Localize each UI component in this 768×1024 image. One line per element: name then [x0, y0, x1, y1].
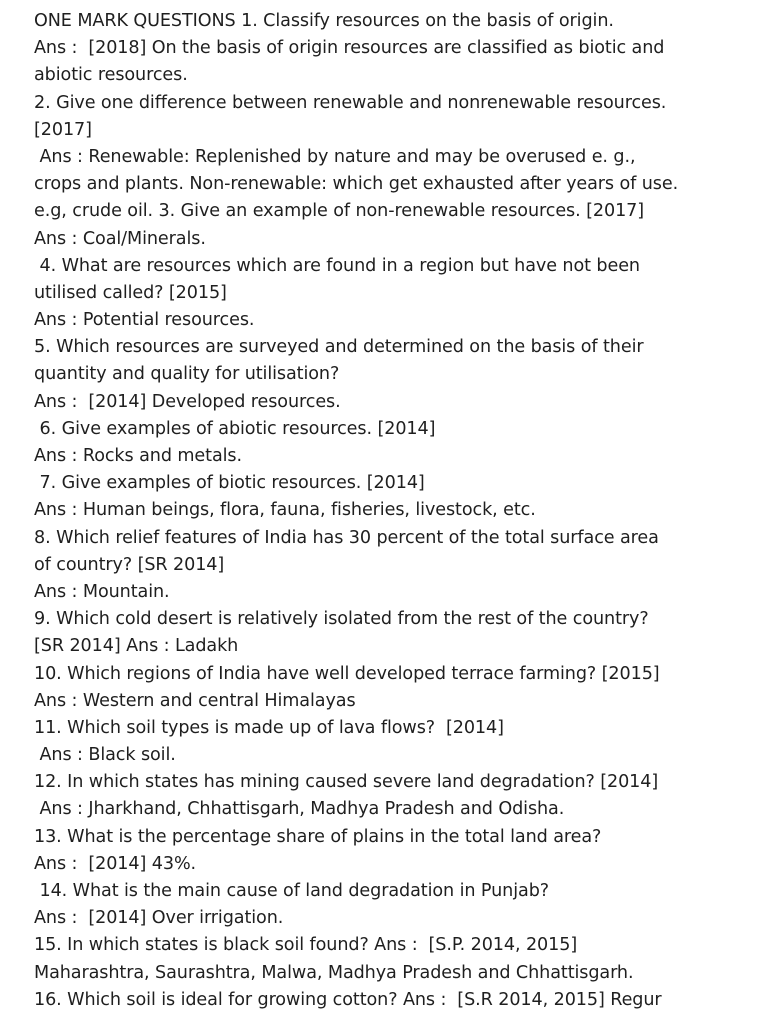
- text-line: 9. Which cold desert is relatively isolated from the rest of the country?: [34, 609, 649, 630]
- text-line: crops and plants. Non-renewable: which get exhausted after years of use.: [34, 174, 679, 195]
- text-line: e.g, crude oil. 3. Give an example of non-renewable resources. [2017]: [34, 201, 645, 222]
- text-line: Ans : [2014] Over irrigation.: [34, 908, 284, 929]
- text-line: Ans : Renewable: Replenished by nature and may be overused e. g.,: [34, 146, 636, 167]
- text-line: 4. What are resources which are found in a region but have not been: [34, 255, 640, 276]
- text-line: Ans : Potential resources.: [34, 310, 255, 331]
- text-line: 10. Which regions of India have well developed terrace farming? [2015]: [34, 663, 660, 684]
- text-line: Ans : Human beings, flora, fauna, fisheries, livestock, etc.: [34, 500, 536, 521]
- text-line: Ans : Jharkhand, Chhattisgarh, Madhya Pradesh and Odisha.: [34, 799, 565, 820]
- text-line: ONE MARK QUESTIONS 1. Classify resources on the basis of origin.: [34, 11, 614, 31]
- text-line: Ans : [2018] On the basis of origin resources are classified as biotic and: [34, 38, 665, 59]
- text-line: Ans : [2014] 43%.: [34, 853, 197, 874]
- text-line: Ans : Western and central Himalayas: [34, 690, 356, 711]
- document-body: [34, 8, 764, 1014]
- text-line: 6. Give examples of abiotic resources. [2014]: [34, 418, 436, 439]
- text-line: Ans : Rocks and metals.: [34, 446, 242, 466]
- text-line: 11. Which soil types is made up of lava flows? [2014]: [34, 717, 504, 738]
- text-line: 8. Which relief features of India has 30 percent of the total surface area: [34, 527, 659, 548]
- text-line: 16. Which soil is ideal for growing cotton? Ans : [S.R 2014, 2015] Regur: [34, 989, 662, 1010]
- text-line: quantity and quality for utilisation?: [34, 364, 340, 385]
- text-line: Ans : [2014] Developed resources.: [34, 391, 341, 412]
- text-line: Maharashtra, Saurashtra, Malwa, Madhya Pradesh and Chhattisgarh.: [34, 962, 634, 983]
- text-line: 12. In which states has mining caused severe land degradation? [2014]: [34, 772, 659, 793]
- text-line: 2. Give one difference between renewable and nonrenewable resources.: [34, 92, 667, 113]
- text-line: [2017]: [34, 119, 92, 140]
- text-line: 13. What is the percentage share of plains in the total land area?: [34, 826, 602, 847]
- text-line: utilised called? [2015]: [34, 282, 227, 303]
- text-line: abiotic resources.: [34, 65, 188, 86]
- text-line: 14. What is the main cause of land degradation in Punjab?: [34, 881, 549, 901]
- text-line: [SR 2014] Ans : Ladakh: [34, 636, 239, 657]
- text-line: of country? [SR 2014]: [34, 554, 225, 575]
- text-line: 7. Give examples of biotic resources. [2014]: [34, 473, 425, 494]
- text-line: Ans : Mountain.: [34, 581, 170, 602]
- text-line: 15. In which states is black soil found? Ans : [S.P. 2014, 2015]: [34, 935, 578, 956]
- text-line: Ans : Black soil.: [34, 745, 176, 766]
- text-line: 5. Which resources are surveyed and determined on the basis of their: [34, 337, 644, 358]
- text-line: Ans : Coal/Minerals.: [34, 228, 206, 249]
